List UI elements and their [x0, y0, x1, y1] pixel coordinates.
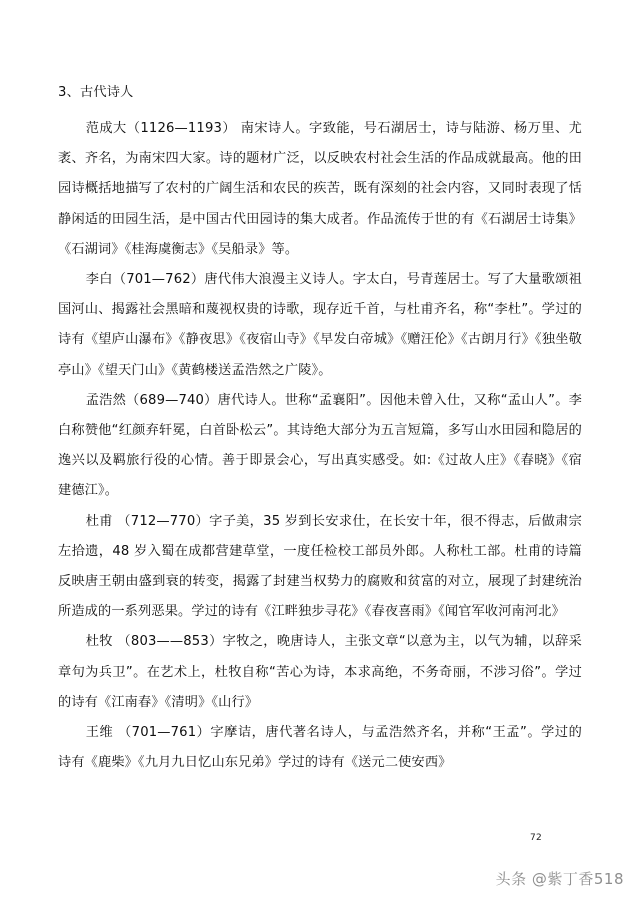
paragraph-du-fu: 杜甫 （712—770）字子美，35 岁到长安求仕，在长安十年，很不得志，后做肃宗左拾遗，48 岁入蜀在成都营建草堂，一度任检校工部员外郎。人称杜工部。杜甫的诗篇反映唐王朝由盛到衰的转变，揭露了封建当权势力的腐败和贫富的对立，展现了封建统治所造成的一系列恶果。学过的诗有《江畔独步寻花》《春夜喜雨》《闻官军收河南河北》	[58, 513, 582, 620]
watermark: 头条 @紫丁香518	[495, 870, 624, 888]
paragraph-li-bai: 李白（701—762）唐代伟大浪漫主义诗人。字太白，号青莲居士。写了大量歌颂祖国河山、揭露社会黑暗和蔑视权贵的诗歌，现存近千首，与杜甫齐名，称“李杜”。学过的诗有《望庐山瀑布》《静夜思》《夜宿山寺》《早发白帝城》《赠汪伦》《古朗月行》《独坐敬亭山》《望天门山》《黄鹤楼送孟浩然之广陵》。	[58, 272, 582, 378]
paragraph-wang-wei: 王维 （701—761）字摩诘，唐代著名诗人，与孟浩然齐名，并称“王孟”。学过的诗有《鹿柴》《九月九日忆山东兄弟》学过的诗有《送元二使安西》	[58, 725, 582, 771]
section-heading: 3、古代诗人	[58, 85, 134, 100]
document-body	[58, 78, 582, 778]
page-number: 72	[529, 833, 543, 843]
paragraph-fan-chengda: 范成大（1126—1193） 南宋诗人。字致能，号石湖居士，诗与陆游、杨万里、尤袤、齐名，为南宋四大家。诗的题材广泛，以反映农村社会生活的作品成就最高。他的田园诗概括地描写了农村的广阔生活和农民的疾苦，既有深刻的社会内容，又同时表现了恬静闲适的田园生活，是中国古代田园诗的集大成者。作品流传于世的有《石湖居士诗集》《石湖词》《桂海虞衡志》《吴船录》等。	[58, 121, 582, 257]
paragraph-meng-haoran: 孟浩然（689—740）唐代诗人。世称“孟襄阳”。因他未曾入仕，又称“孟山人”。李白称赞他“红颜弃轩冕，白首卧松云”。其诗绝大部分为五言短篇，多写山水田园和隐居的逸兴以及羁旅行役的心情。善于即景会心，写出真实感受。如:《过故人庄》《春晓》《宿建德江》。	[58, 392, 582, 499]
paragraph-du-mu: 杜牧 （803——853）字牧之，晚唐诗人，主张文章“以意为主，以气为辅，以辞采章句为兵卫”。在艺术上，杜牧自称“苦心为诗，本求高绝，不务奇丽，不涉习俗”。学过的诗有《江南春》《清明》《山行》	[58, 634, 582, 710]
